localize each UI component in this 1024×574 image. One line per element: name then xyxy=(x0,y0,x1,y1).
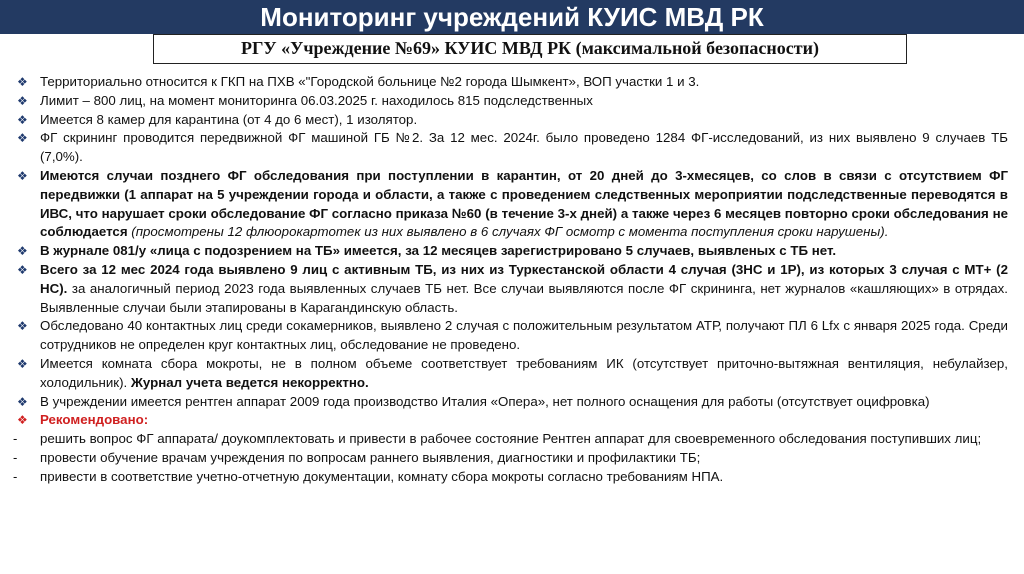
subtitle-box xyxy=(153,34,907,64)
list-item: ❖ В учреждении имеется рентген аппарат 2009 года производство Италия «Опера», нет полного оснащения для работы (отсутствует оцифровка) xyxy=(0,393,1024,412)
list-item: ❖ Всего за 12 мес 2024 года выявлено 9 лиц с активным ТБ, из них из Туркестанской области 4 случая (3НС и 1Р), из которых 3 случая с МТ+ (2 НС). за аналогичный период 2023 года выявленных случаев ТБ нет. Все случаи выявляются после ФГ скрининга, нет журналов «кашляющих» в отрядах. Выявленные случаи были этапированы в Карагандинскую область. xyxy=(17,261,1008,315)
bullet-icon: ❖ xyxy=(17,93,28,108)
list-item: ❖ Обследовано 40 контактных лиц среди сокамерников, выявлено 2 случая с положительным результатом АТР, получают ПЛ 6 Lfx с января 2025 года. Среди сотрудников не определен круг контактных лиц, обследование не проведено. xyxy=(17,318,1008,353)
dash-icon: - xyxy=(13,468,18,484)
dash-icon: - xyxy=(13,449,18,465)
bullet-icon: ❖ xyxy=(17,262,28,277)
page-title: Мониторинг учреждений КУИС МВД РК xyxy=(260,2,764,32)
list-item: ❖ Лимит – 800 лиц, на момент мониторинга 06.03.2025 г. находилось 815 подследственных xyxy=(0,92,1024,111)
list-item: ❖ ФГ скрининг проводится передвижной ФГ машиной ГБ №2. За 12 мес. 2024г. было проведено 1284 ФГ-исследований, из них выявлено 9 случаев ТБ (7,0%). xyxy=(17,130,1008,165)
recommend-heading: ❖ Рекомендовано: xyxy=(0,411,1024,430)
dash-icon: - xyxy=(13,431,18,447)
recommendation-item: - решить вопрос ФГ аппарата/ доукомплектовать и привести в рабочее состояние Рентген аппарат для своевременного обследования поступивших лиц; xyxy=(0,430,1024,449)
bullet-icon: ❖ xyxy=(17,168,28,183)
recommendation-item: - привести в соответствие учетно-отчетную документации, комнату сбора мокроты согласно требованиям НПА. xyxy=(0,468,1024,487)
list-item: ❖ Имеется 8 камер для карантина (от 4 до 6 мест), 1 изолятор. xyxy=(0,111,1024,130)
list-item: ❖ Территориально относится к ГКП на ПХВ «"Городской больнице №2 города Шымкент», ВОП участки 1 и 3. xyxy=(0,73,1024,92)
list-item: ❖ Имеется комната сбора мокроты, не в полном объеме соответствует требованиям ИК (отсутствует приточно-вытяжная вентиляция, небулайзер, холодильник). Журнал учета ведется некорректно. xyxy=(17,355,1008,390)
bullet-icon: ❖ xyxy=(17,75,28,89)
bullet-icon: ❖ xyxy=(17,244,28,259)
bullet-icon: ❖ xyxy=(17,413,28,428)
list-item: ❖ Имеются случаи позднего ФГ обследования при поступлении в карантин, от 20 дней до 3-хмесяцев, со слов в связи с отсутствием ФГ передвижки (1 аппарат на 5 учреждении города и области, а также с проведением следственных мероприятии подследственные переводятся в ИВС, что нарушает сроки обследование ФГ согласно приказа №60 (в течение 3-х дней) а также через 6 месяцев повторно сроки обследования не соблюдается (просмотрены 12 флюорокартотек из них выявлено в 6 случаях ФГ осмотр с момента поступления сроки нарушены). xyxy=(17,167,1008,240)
bullet-icon: ❖ xyxy=(17,319,28,334)
bullet-icon: ❖ xyxy=(17,131,28,146)
recommendation-item: - провести обучение врачам учреждения по вопросам раннего выявления, диагностики и профилактики ТБ; xyxy=(0,449,1024,468)
content xyxy=(0,73,1024,487)
bullet-icon: ❖ xyxy=(17,356,28,371)
bullet-icon: ❖ xyxy=(17,112,28,127)
list-item: ❖ В журнале 081/у «лица с подозрением на ТБ» имеется, за 12 месяцев зарегистрировано 5 случаев, выявленых с ТБ нет. xyxy=(0,242,1024,261)
subtitle: РГУ «Учреждение №69» КУИС МВД РК (максимальной безопасности) xyxy=(240,38,819,58)
bullet-icon: ❖ xyxy=(17,394,28,409)
